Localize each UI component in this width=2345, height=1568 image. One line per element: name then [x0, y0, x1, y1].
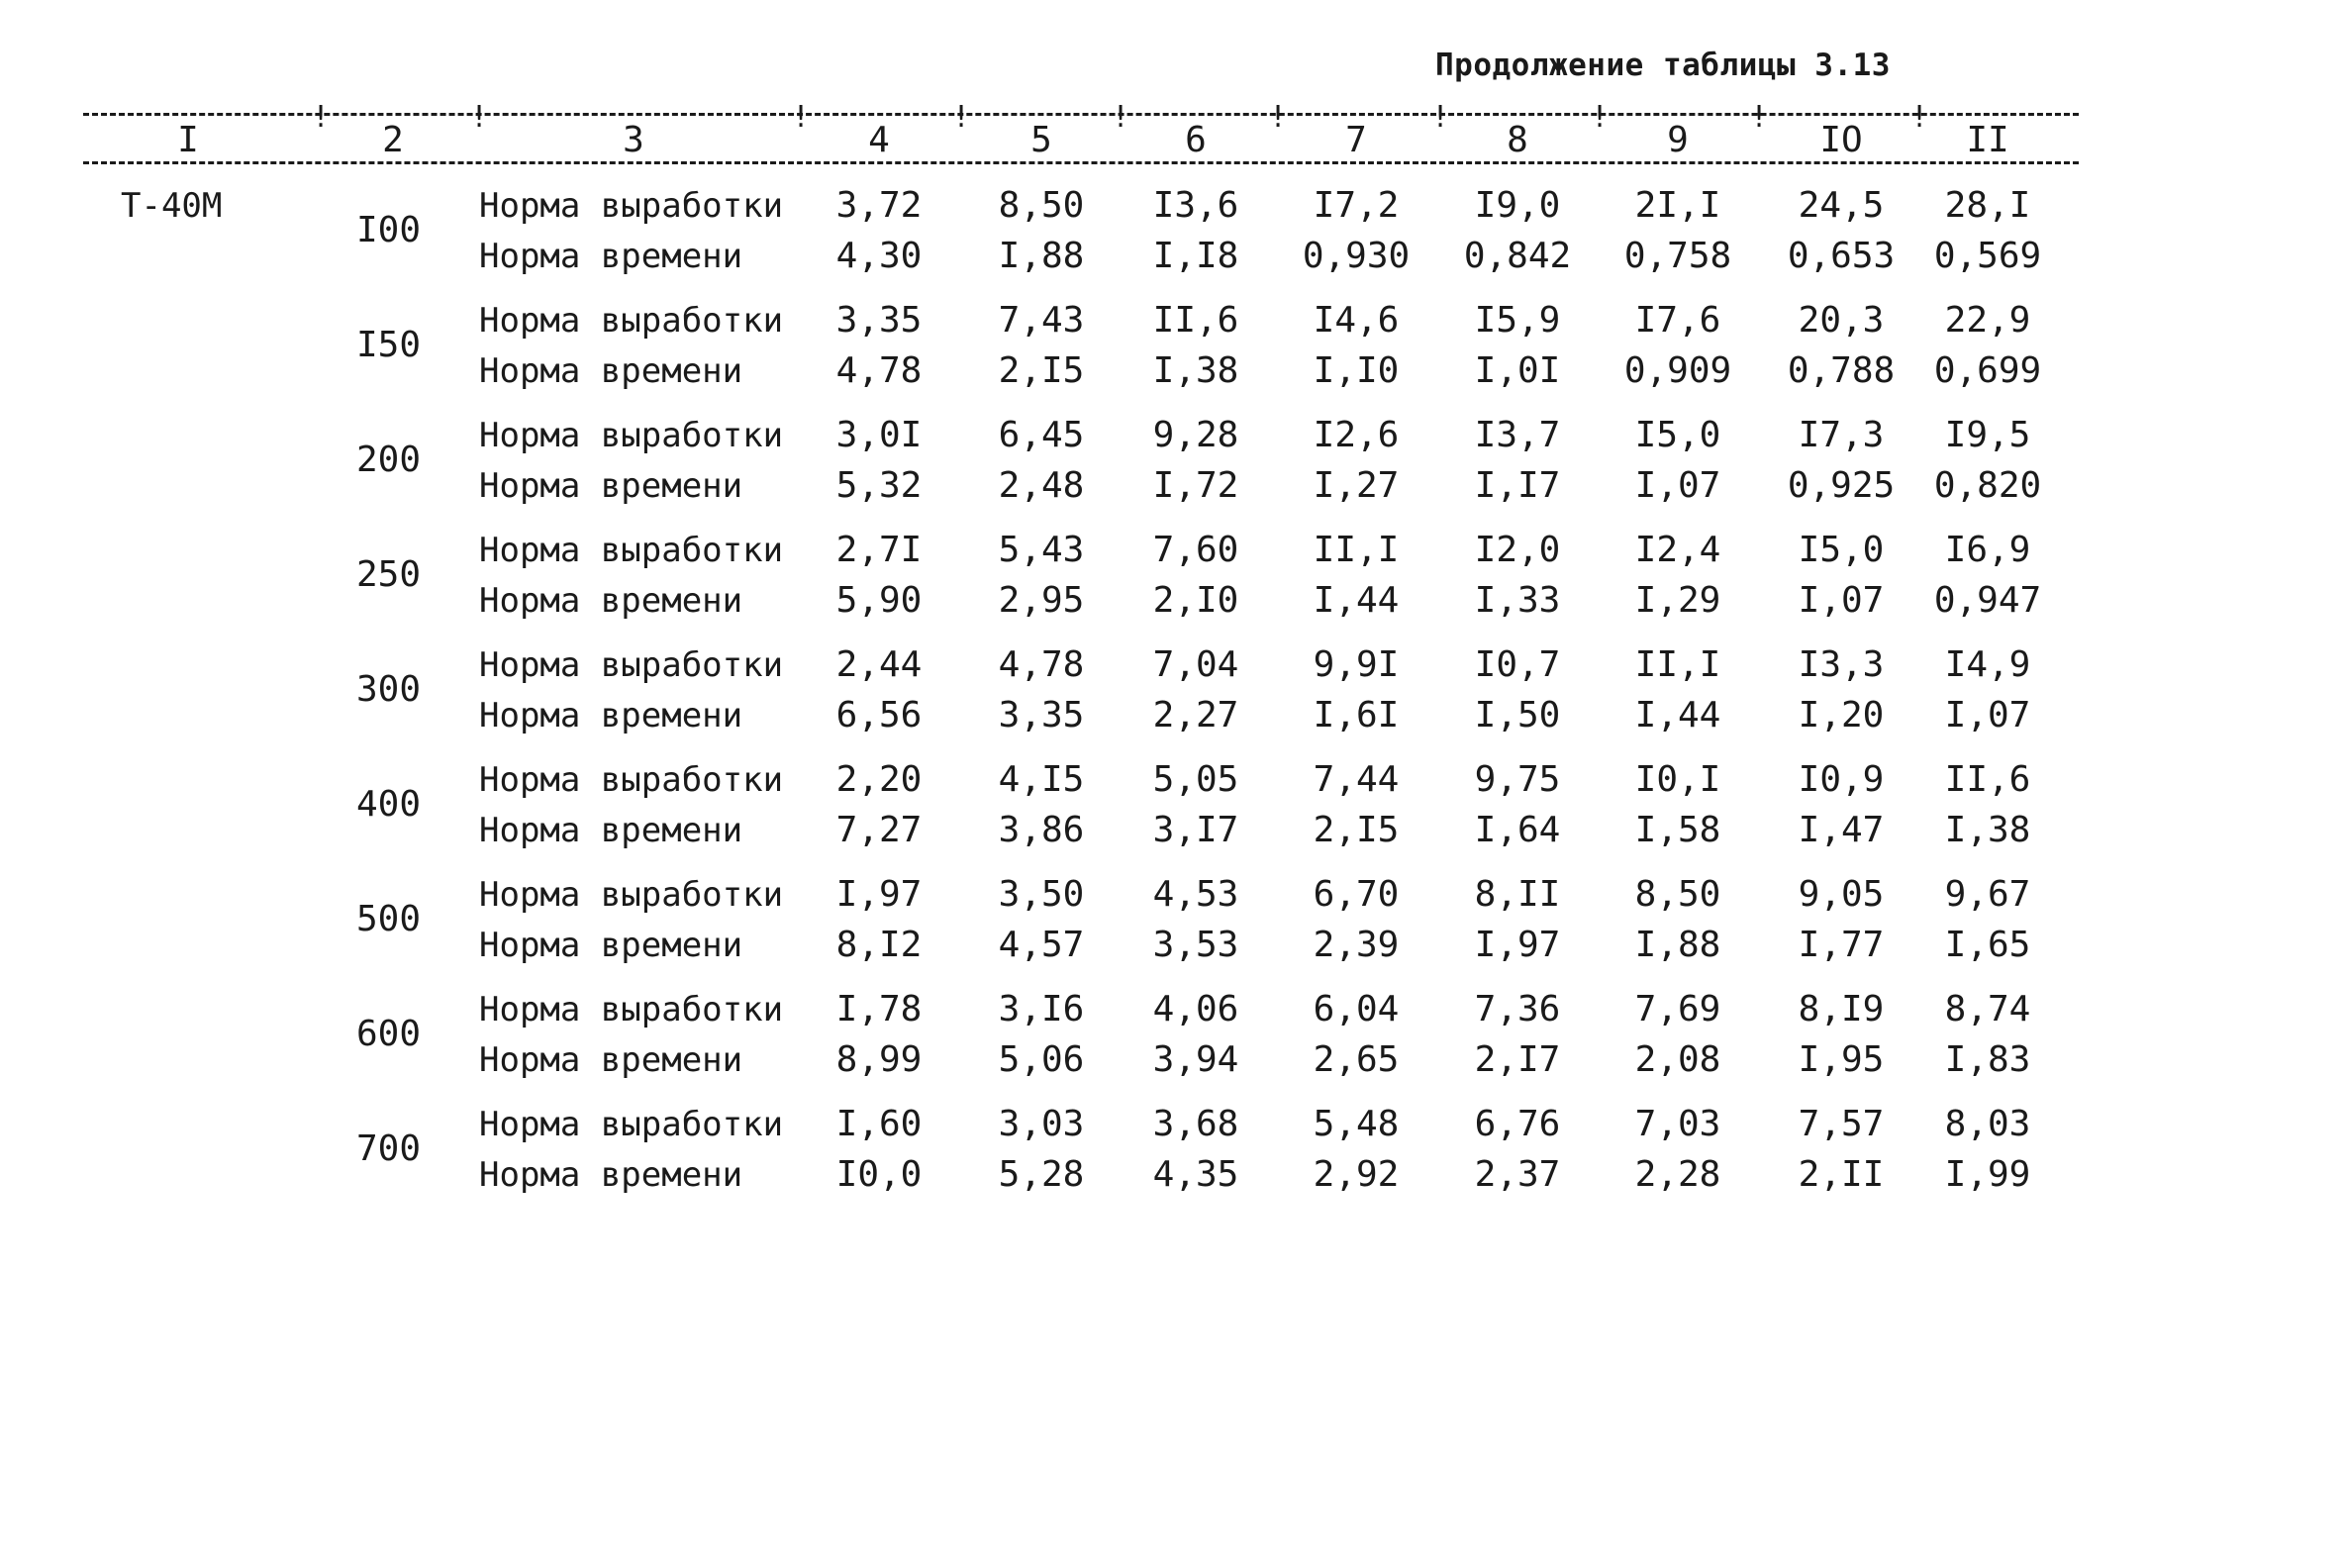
output-value: I,78: [835, 989, 923, 1029]
column-number: II: [1966, 120, 2009, 160]
output-value: 8,03: [1944, 1104, 2031, 1144]
time-value: 2,I5: [998, 350, 1085, 391]
time-value: 3,53: [1152, 925, 1239, 965]
time-value: 0,930: [1302, 236, 1411, 276]
column-separator: !: [1112, 100, 1130, 135]
distance-value: 400: [356, 784, 422, 825]
time-value: I,83: [1944, 1039, 2031, 1080]
time-value: 2,39: [1313, 925, 1400, 965]
time-value: 5,28: [998, 1154, 1085, 1195]
time-value: I,97: [1474, 925, 1561, 965]
output-value: I6,9: [1944, 530, 2031, 570]
row-label-time: Норма времени: [479, 1155, 743, 1195]
time-value: I,6I: [1313, 695, 1400, 735]
column-number: 5: [1030, 120, 1052, 160]
time-value: 6,56: [835, 695, 923, 735]
column-number: I: [177, 120, 199, 160]
row-label-time: Норма времени: [479, 811, 743, 850]
output-value: 9,75: [1474, 759, 1561, 800]
time-value: I,27: [1313, 465, 1400, 506]
time-value: I,50: [1474, 695, 1561, 735]
column-number: 3: [623, 120, 644, 160]
time-value: 3,86: [998, 810, 1085, 850]
row-label-time: Норма времени: [479, 237, 743, 276]
output-value: 8,I9: [1798, 989, 1885, 1029]
output-value: I3,7: [1474, 415, 1561, 455]
distance-value: 250: [356, 554, 422, 595]
row-label-output: Норма выработки: [479, 760, 784, 800]
time-value: I,29: [1634, 580, 1721, 621]
time-value: I,I8: [1152, 236, 1239, 276]
time-value: 0,925: [1787, 465, 1896, 506]
time-value: 0,820: [1933, 465, 2042, 506]
time-value: 4,35: [1152, 1154, 1239, 1195]
time-value: I,0I: [1474, 350, 1561, 391]
output-value: 28,I: [1944, 185, 2031, 226]
time-value: 2,37: [1474, 1154, 1561, 1195]
time-value: I,20: [1798, 695, 1885, 735]
output-value: 3,68: [1152, 1104, 1239, 1144]
time-value: 2,92: [1313, 1154, 1400, 1195]
output-value: 5,05: [1152, 759, 1239, 800]
output-value: 24,5: [1798, 185, 1885, 226]
output-value: 6,70: [1313, 874, 1400, 915]
row-label-output: Норма выработки: [479, 875, 784, 915]
distance-value: I00: [356, 210, 422, 250]
output-value: I9,5: [1944, 415, 2031, 455]
time-value: 4,78: [835, 350, 923, 391]
column-number: 9: [1667, 120, 1689, 160]
row-label-output: Норма выработки: [479, 186, 784, 226]
output-value: I9,0: [1474, 185, 1561, 226]
tractor-mark: Т-40М: [121, 186, 223, 226]
output-value: 5,48: [1313, 1104, 1400, 1144]
time-value: 3,I7: [1152, 810, 1239, 850]
column-separator: !: [1750, 100, 1769, 135]
output-value: I7,6: [1634, 300, 1721, 341]
output-value: 8,II: [1474, 874, 1561, 915]
output-value: II,I: [1634, 644, 1721, 685]
time-value: 0,758: [1623, 236, 1732, 276]
output-value: I2,6: [1313, 415, 1400, 455]
column-separator: !: [952, 100, 971, 135]
time-value: 0,909: [1623, 350, 1732, 391]
output-value: II,6: [1944, 759, 2031, 800]
time-value: I,58: [1634, 810, 1721, 850]
time-value: 2,28: [1634, 1154, 1721, 1195]
distance-value: 200: [356, 440, 422, 480]
row-label-time: Норма времени: [479, 466, 743, 506]
output-value: 3,0I: [835, 415, 923, 455]
time-value: I,38: [1152, 350, 1239, 391]
time-value: I,I0: [1313, 350, 1400, 391]
output-value: 5,43: [998, 530, 1085, 570]
row-label-output: Норма выработки: [479, 645, 784, 685]
time-value: I0,0: [835, 1154, 923, 1195]
output-value: 9,9I: [1313, 644, 1400, 685]
output-value: 6,45: [998, 415, 1085, 455]
time-value: I,72: [1152, 465, 1239, 506]
output-value: 7,36: [1474, 989, 1561, 1029]
column-separator: !: [792, 100, 811, 135]
time-value: 0,653: [1787, 236, 1896, 276]
output-value: I5,0: [1798, 530, 1885, 570]
time-value: I,44: [1313, 580, 1400, 621]
output-value: I,60: [835, 1104, 923, 1144]
time-value: 0,842: [1463, 236, 1572, 276]
time-value: 2,65: [1313, 1039, 1400, 1080]
time-value: I,07: [1798, 580, 1885, 621]
time-value: 2,48: [998, 465, 1085, 506]
output-value: I4,9: [1944, 644, 2031, 685]
distance-value: 700: [356, 1128, 422, 1169]
time-value: 2,II: [1798, 1154, 1885, 1195]
time-value: I,88: [1634, 925, 1721, 965]
output-value: I5,9: [1474, 300, 1561, 341]
output-value: I3,6: [1152, 185, 1239, 226]
time-value: 2,I5: [1313, 810, 1400, 850]
output-value: I7,3: [1798, 415, 1885, 455]
time-value: I,33: [1474, 580, 1561, 621]
output-value: 6,04: [1313, 989, 1400, 1029]
time-value: I,99: [1944, 1154, 2031, 1195]
output-value: I,97: [835, 874, 923, 915]
time-value: 8,99: [835, 1039, 923, 1080]
time-value: 2,27: [1152, 695, 1239, 735]
column-number: 2: [382, 120, 404, 160]
output-value: 6,76: [1474, 1104, 1561, 1144]
time-value: 0,569: [1933, 236, 2042, 276]
time-value: 8,I2: [835, 925, 923, 965]
column-number: 4: [868, 120, 890, 160]
output-value: 8,74: [1944, 989, 2031, 1029]
time-value: 5,32: [835, 465, 923, 506]
column-separator: !: [470, 100, 489, 135]
time-value: 7,27: [835, 810, 923, 850]
time-value: 5,90: [835, 580, 923, 621]
column-number: 7: [1345, 120, 1367, 160]
time-value: I,64: [1474, 810, 1561, 850]
column-number: 8: [1507, 120, 1528, 160]
column-separator: !: [1910, 100, 1929, 135]
output-value: I2,0: [1474, 530, 1561, 570]
output-value: 4,06: [1152, 989, 1239, 1029]
time-value: I,07: [1944, 695, 2031, 735]
time-value: 3,35: [998, 695, 1085, 735]
time-value: 4,57: [998, 925, 1085, 965]
time-value: 0,699: [1933, 350, 2042, 391]
output-value: I2,4: [1634, 530, 1721, 570]
row-label-time: Норма времени: [479, 581, 743, 621]
time-value: I,I7: [1474, 465, 1561, 506]
output-value: 9,67: [1944, 874, 2031, 915]
time-value: 2,95: [998, 580, 1085, 621]
row-label-time: Норма времени: [479, 1040, 743, 1080]
column-separator: !: [1269, 100, 1288, 135]
output-value: 7,57: [1798, 1104, 1885, 1144]
output-value: 2,44: [835, 644, 923, 685]
output-value: I0,7: [1474, 644, 1561, 685]
output-value: II,I: [1313, 530, 1400, 570]
row-label-output: Норма выработки: [479, 531, 784, 570]
row-label-output: Норма выработки: [479, 990, 784, 1029]
output-value: 2,20: [835, 759, 923, 800]
output-value: I0,9: [1798, 759, 1885, 800]
output-value: 3,35: [835, 300, 923, 341]
output-value: 3,03: [998, 1104, 1085, 1144]
output-value: II,6: [1152, 300, 1239, 341]
time-value: I,38: [1944, 810, 2031, 850]
output-value: 2,7I: [835, 530, 923, 570]
output-value: 7,60: [1152, 530, 1239, 570]
time-value: 5,06: [998, 1039, 1085, 1080]
time-value: I,77: [1798, 925, 1885, 965]
column-separator: !: [1591, 100, 1610, 135]
output-value: 3,I6: [998, 989, 1085, 1029]
output-value: I5,0: [1634, 415, 1721, 455]
time-value: 0,788: [1787, 350, 1896, 391]
output-value: 4,I5: [998, 759, 1085, 800]
time-value: 2,I0: [1152, 580, 1239, 621]
output-value: 9,28: [1152, 415, 1239, 455]
output-value: 7,69: [1634, 989, 1721, 1029]
output-value: 8,50: [998, 185, 1085, 226]
output-value: I7,2: [1313, 185, 1400, 226]
row-label-output: Норма выработки: [479, 416, 784, 455]
row-label-time: Норма времени: [479, 926, 743, 965]
output-value: 8,50: [1634, 874, 1721, 915]
distance-value: 300: [356, 669, 422, 710]
row-label-time: Норма времени: [479, 696, 743, 735]
row-label-time: Норма времени: [479, 351, 743, 391]
output-value: 7,43: [998, 300, 1085, 341]
output-value: 7,04: [1152, 644, 1239, 685]
output-value: 7,44: [1313, 759, 1400, 800]
column-number: 6: [1185, 120, 1207, 160]
table-caption: Продолжение таблицы 3.13: [1435, 48, 1891, 83]
time-value: I,44: [1634, 695, 1721, 735]
output-value: 9,05: [1798, 874, 1885, 915]
column-separator: !: [312, 100, 331, 135]
column-number: IO: [1819, 120, 1863, 160]
output-value: 4,78: [998, 644, 1085, 685]
output-value: 4,53: [1152, 874, 1239, 915]
header-bottom-rule: [83, 161, 2079, 164]
row-label-output: Норма выработки: [479, 301, 784, 341]
header-top-rule: [83, 113, 2079, 116]
time-value: I,65: [1944, 925, 2031, 965]
distance-value: I50: [356, 325, 422, 365]
row-label-output: Норма выработки: [479, 1105, 784, 1144]
time-value: 3,94: [1152, 1039, 1239, 1080]
output-value: 7,03: [1634, 1104, 1721, 1144]
time-value: 0,947: [1933, 580, 2042, 621]
time-value: 2,I7: [1474, 1039, 1561, 1080]
time-value: I,95: [1798, 1039, 1885, 1080]
distance-value: 600: [356, 1014, 422, 1054]
column-separator: !: [1431, 100, 1450, 135]
time-value: I,88: [998, 236, 1085, 276]
output-value: 20,3: [1798, 300, 1885, 341]
output-value: 3,50: [998, 874, 1085, 915]
output-value: 2I,I: [1634, 185, 1721, 226]
output-value: 22,9: [1944, 300, 2031, 341]
time-value: 2,08: [1634, 1039, 1721, 1080]
time-value: I,07: [1634, 465, 1721, 506]
output-value: I3,3: [1798, 644, 1885, 685]
output-value: I4,6: [1313, 300, 1400, 341]
distance-value: 500: [356, 899, 422, 939]
time-value: I,47: [1798, 810, 1885, 850]
output-value: 3,72: [835, 185, 923, 226]
time-value: 4,30: [835, 236, 923, 276]
output-value: I0,I: [1634, 759, 1721, 800]
